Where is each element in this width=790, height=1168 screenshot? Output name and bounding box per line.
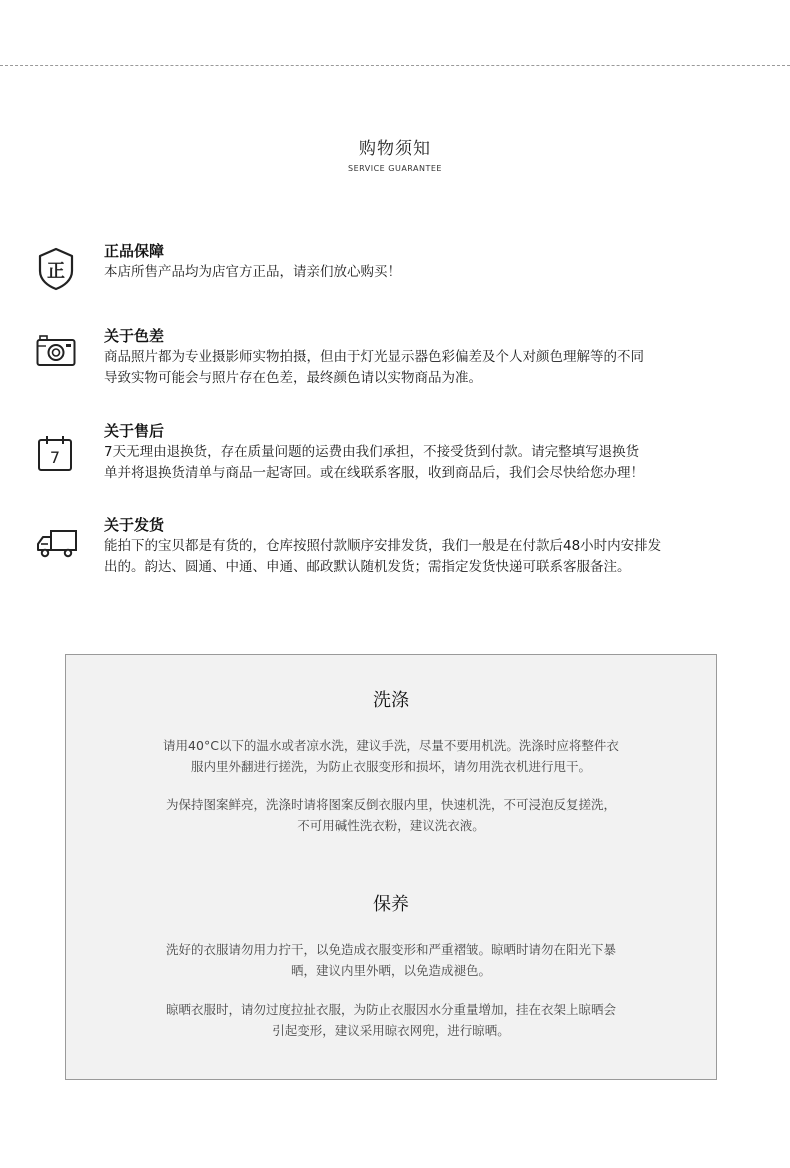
calendar-icon-glyph: 7	[49, 448, 61, 467]
section-body: 能拍下的宝贝都是有货的，仓库按照付款顺序安排发货，我们一般是在付款后48小时内安排发 出的。韵达、圆通、中通、申通、邮政默认随机发货；需指定发货快递可联系客服备注。	[104, 538, 662, 575]
section-text	[104, 326, 754, 389]
shield-icon	[36, 247, 76, 287]
maintenance-paragraph: 晾晒衣服时，请勿过度拉扯衣服，为防止衣服因水分重量增加，挂在衣架上晾晒会 引起变形，建议采用晾衣网兜，进行晾晒。	[165, 1002, 616, 1038]
page-title: 购物须知	[359, 139, 431, 159]
care-instructions-box	[65, 654, 717, 1080]
section-text	[104, 421, 754, 484]
page-header	[0, 137, 790, 173]
section-body: 商品照片都为专业摄影师实物拍摄，但由于灯光显示器色彩偏差及个人对颜色理解等的不同 导致实物可能会与照片存在色差，最终颜色请以实物商品为准。	[104, 349, 644, 386]
washing-title: 洗涤	[373, 690, 409, 711]
section-text	[104, 241, 754, 283]
page-subtitle: SERVICE GUARANTEE	[348, 164, 442, 173]
section-title: 关于发货	[104, 516, 165, 534]
maintenance-paragraph: 洗好的衣服请勿用力拧干，以免造成衣服变形和严重褶皱。晾晒时请勿在阳光下暴 晒，建议内里外晒，以免造成褪色。	[165, 942, 616, 978]
section-body: 本店所售产品均为店官方正品，请亲们放心购买！	[104, 264, 401, 280]
section-title: 关于售后	[104, 422, 165, 440]
dashed-divider	[0, 65, 790, 66]
maintenance-title: 保养	[373, 894, 409, 915]
calendar-icon	[36, 435, 76, 475]
washing-paragraph: 请用40°C以下的温水或者凉水洗，建议手洗，尽量不要用机洗。洗涤时应将整件衣 服内里外翻进行搓洗，为防止衣服变形和损坏，请勿用洗衣机进行甩干。	[163, 738, 619, 774]
section-title: 关于色差	[104, 327, 165, 345]
washing-paragraph: 为保持图案鲜亮，洗涤时请将图案反倒衣服内里，快速机洗，不可浸泡反复搓洗， 不可用碱性洗衣粉，建议洗衣液。	[165, 797, 616, 833]
section-text	[104, 515, 754, 578]
camera-icon	[36, 334, 76, 374]
truck-icon	[36, 529, 76, 569]
section-body: 7天无理由退换货，存在质量问题的运费由我们承担，不接受货到付款。请完整填写退换货 单并将退换货清单与商品一起寄回。或在线联系客服，收到商品后，我们会尽快给您办理！	[104, 444, 644, 481]
section-title: 正品保障	[104, 242, 165, 260]
shield-icon-glyph: 正	[47, 261, 65, 282]
